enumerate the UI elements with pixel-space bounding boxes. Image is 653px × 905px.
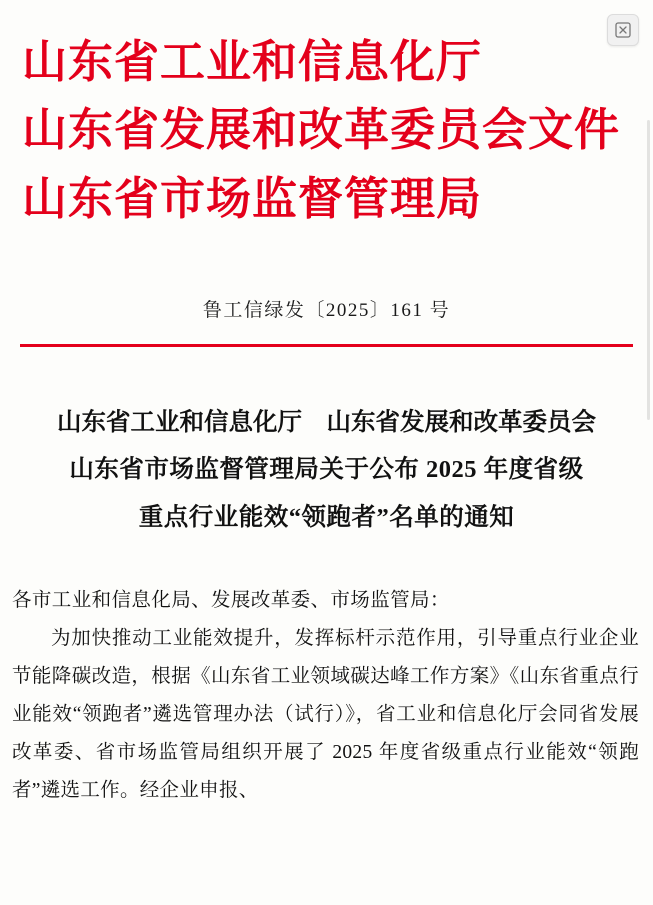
issuer-line-3: 山东省市场监督管理局 — [22, 173, 483, 224]
scrollbar[interactable] — [647, 120, 650, 420]
issuer-header — [0, 0, 653, 233]
document-number: 鲁工信绿发〔2025〕161 号 — [202, 300, 451, 322]
title-line-2: 山东省市场监督管理局关于公布 2025 年度省级 — [69, 456, 584, 484]
title-line-1: 山东省工业和信息化厅 山东省发展和改革委员会 — [57, 408, 596, 436]
document-title — [0, 399, 653, 542]
body-paragraph-1: 为加快推动工业能效提升，发挥标杆示范作用，引导重点行业企业节能降碳改造，根据《山东省工业领域碳达峰工作方案》《山东省重点行业能效“领跑者”遴选管理办法（试行）》，省工业和信息化厅会同省发展改革委、省市场监管局组织开展了 2025 年度省级重点行业能效“领跑者”遴选工作。经企业申报、 — [12, 627, 639, 802]
red-divider — [20, 344, 633, 347]
salutation: 各市工业和信息化局、发展改革委、市场监管局： — [12, 589, 450, 611]
close-icon[interactable] — [607, 14, 639, 46]
title-line-3: 重点行业能效“领跑者”名单的通知 — [138, 504, 515, 532]
issuer-line-2: 山东省发展和改革委员会文件 — [22, 105, 621, 156]
document-body — [0, 582, 653, 810]
issuer-line-1: 山东省工业和信息化厅 — [22, 37, 483, 87]
